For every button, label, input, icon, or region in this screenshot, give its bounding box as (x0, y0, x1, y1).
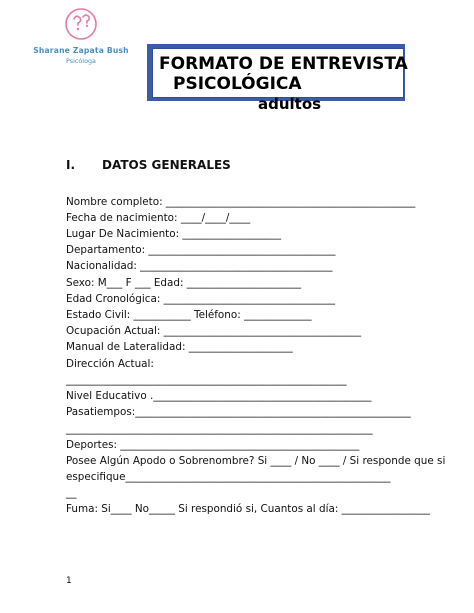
page-number: 1 (66, 576, 72, 586)
field-deportes: Deportes: ______________________________________________ (66, 439, 360, 451)
field-especifique: especifique___________________________________________________ (66, 471, 391, 483)
logo-name: Sharane Zapata Bush (33, 46, 129, 55)
field-fecha-nacimiento: Fecha de nacimiento: ____/____/____ (66, 212, 251, 224)
field-departamento: Departamento: ____________________________________ (66, 244, 336, 256)
field-nacionalidad: Nacionalidad: _____________________________________ (66, 260, 333, 272)
field-nivel-educativo: Nivel Educativo .__________________________________________ (66, 390, 372, 402)
field-sexo-edad: Sexo: M___ F ___ Edad: ______________________ (66, 277, 302, 289)
document-subtitle: adultos (258, 95, 322, 113)
title-box (152, 48, 408, 98)
field-estado-civil-telefono: Estado Civil: ___________ Teléfono: _____________ (66, 309, 312, 321)
field-fuma: Fuma: Si____ No_____ Si respondió si, Cuantos al día: _________________ (66, 503, 430, 515)
logo (22, 6, 140, 70)
section-heading (66, 158, 231, 172)
question-head-logo-icon (63, 6, 99, 44)
document-title-line1: FORMATO DE ENTREVISTA (159, 54, 408, 74)
field-nombre-completo: Nombre completo: ________________________________________________ (66, 196, 416, 208)
field-direccion-line: ______________________________________________________ (66, 374, 347, 386)
section-number: I. (66, 158, 76, 172)
field-pasatiempos-line: ___________________________________________________________ (66, 423, 373, 435)
field-especifique-continuation: __ (66, 487, 77, 499)
field-manual-lateralidad: Manual de Lateralidad: ____________________ (66, 341, 293, 353)
field-edad-cronologica: Edad Cronológica: _________________________________ (66, 293, 336, 305)
section-title: DATOS GENERALES (102, 158, 231, 172)
logo-role: Psicóloga (66, 57, 96, 65)
field-lugar-nacimiento: Lugar De Nacimiento: ___________________ (66, 228, 282, 240)
field-apodo: Posee Algún Apodo o Sobrenombre? Si ____ / No ____ / Si responde que si (66, 455, 446, 467)
field-direccion-actual: Dirección Actual: (66, 358, 154, 370)
field-ocupacion-actual: Ocupación Actual: ______________________________________ (66, 325, 362, 337)
field-pasatiempos: Pasatiempos:_____________________________________________________ (66, 406, 411, 418)
document-title-line2: PSICOLÓGICA (173, 74, 302, 94)
